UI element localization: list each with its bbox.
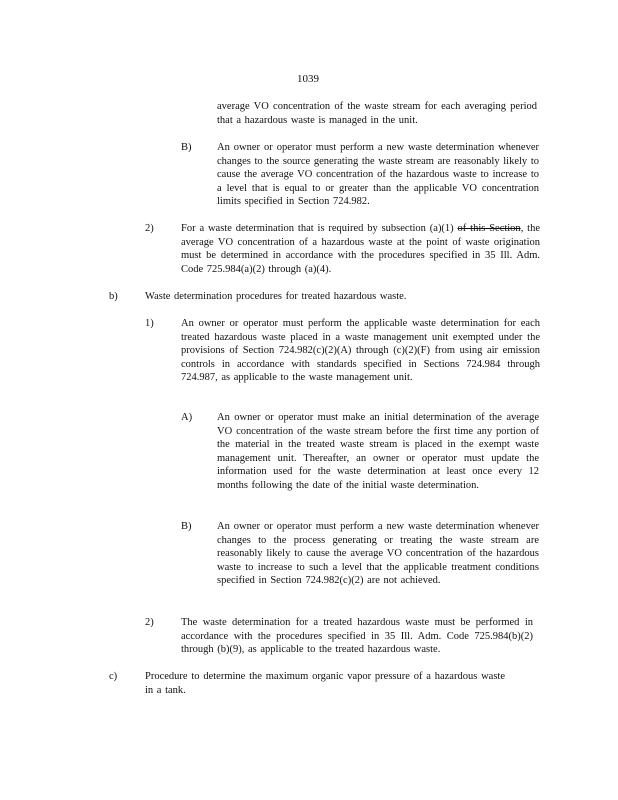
- subsection-a1B-text: An owner or operator must perform a new waste determination whenever changes to the source generating the waste stream are reasonably likely to cause the average VO concentration of the hazardous waste to increase to a level that is equal to or greater than the applicable VO concentration limits specified in Section 724.982.: [217, 142, 539, 208]
- subsection-b1B-label: B): [181, 521, 192, 532]
- subsection-a2-text-part1: For a waste determination that is required by subsection (a)(1): [181, 223, 458, 234]
- subsection-a1B-label: B): [181, 142, 192, 153]
- continued-paragraph: average VO concentration of the waste stream for each averaging period that a hazardous waste is managed in the unit.: [217, 101, 537, 126]
- subsection-b2-text: The waste determination for a treated hazardous waste must be performed in accordance with the procedures specified in 35 Ill. Adm. Code 725.984(b)(2) through (b)(9), as applicable to the treated hazardous waste.: [181, 617, 533, 656]
- subsection-a2-label: 2): [145, 223, 154, 234]
- subsection-a2-text-part2: , the average VO concentration of a hazardous waste at the point of waste origination must be determined in accordance with the procedures specified in 35 Ill. Adm. Code 725.984(a)(2) through (a)(4).: [181, 223, 541, 275]
- subsection-b-label: b): [109, 291, 118, 302]
- subsection-b1B-text: An owner or operator must perform a new waste determination whenever changes to the process generating or treating the waste stream are reasonably likely to cause the average VO concentration of the hazardous waste to increase to such a level that the applicable treatment conditions specified in Section 724.982(c)(2) are not achieved.: [217, 521, 539, 587]
- page-number: 1039: [297, 73, 319, 85]
- subsection-c-text: Procedure to determine the maximum organic vapor pressure of a hazardous waste in a tank.: [145, 671, 505, 696]
- struck-text: of this Section: [457, 223, 521, 234]
- subsection-b-heading: Waste determination procedures for treated hazardous waste.: [145, 291, 407, 302]
- subsection-b1A-text: An owner or operator must make an initial determination of the average VO concentration of the waste stream before the first time any portion of the material in the treated waste stream is placed in the exempt waste management unit. Thereafter, an owner or operator must update the information used for the waste determination at least once every 12 months following the date of the initial waste determination.: [217, 412, 539, 491]
- subsection-b2-label: 2): [145, 617, 154, 628]
- subsection-c-label: c): [109, 671, 118, 682]
- subsection-b1A-label: A): [181, 412, 193, 423]
- subsection-b1-text: An owner or operator must perform the applicable waste determination for each treated hazardous waste placed in a waste management unit exempted under the provisions of Section 724.982(c)(2)(A) through (c)(2)(F) from using air emission controls in accordance with standards specified in Sections 724.984 through 724.987, as applicable to the waste management unit.: [181, 318, 540, 384]
- subsection-b1-label: 1): [145, 318, 154, 329]
- subsection-a2-text: [181, 222, 540, 276]
